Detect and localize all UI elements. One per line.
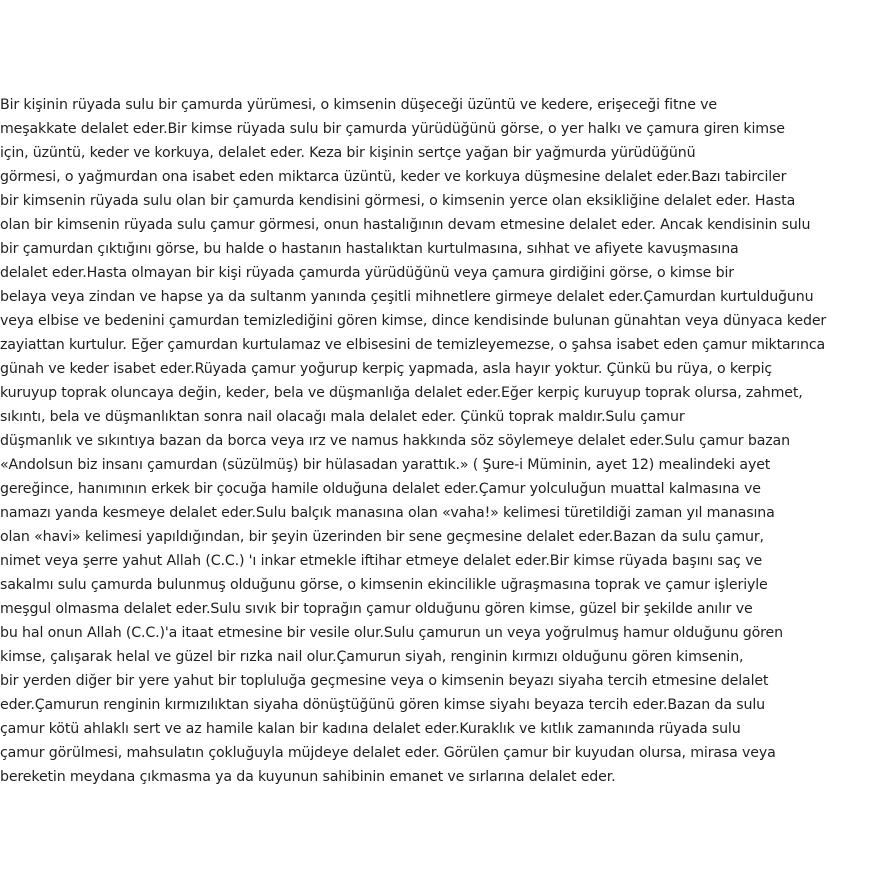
article-line: zayiattan kurtulur. Eğer çamurdan kurtulamaz ve elbisesini de temizleyemezse, o şahsa isabet eden çamur miktarınca: [0, 337, 826, 353]
article-line: kuruyup toprak oluncaya değin, keder, bela ve düşmanlığa delalet eder.Eğer kerpiç kuruyup toprak olursa, zahmet,: [0, 385, 803, 401]
article-line: belaya veya zindan ve hapse ya da sultanm yanında çeşitli mihnetlere girmeye delalet eder.Çamurdan kurtulduğunu: [0, 289, 814, 305]
article-line: günah ve keder isabet eder.Rüyada çamur yoğurup kerpiç yapmada, asla hayır yoktur. Çünkü bu rüya, o kerpiç: [0, 361, 773, 377]
article-line: bir kimsenin rüyada sulu olan bir çamurda kendisini görmesi, o kimsenin yerce olan eksikliğine delalet eder. Hasta: [0, 193, 796, 209]
article-line: bir yerden diğer bir yere yahut bir topluluğa geçmesine veya o kimsenin beyazı siyaha tercih etmesine delalet: [0, 673, 769, 689]
article-line: gereğince, hanımının erkek bir çocuğa hamile olduğuna delalet eder.Çamur yolculuğun muattal kalmasına ve: [0, 481, 761, 497]
article-line: eder.Çamurun renginin kırmızılıktan siyaha dönüştüğünü gören kimse siyahı beyaza tercih eder.Bazan da sulu: [0, 697, 765, 713]
article-line: görmesi, o yağmurdan ona isabet eden miktarca üzüntü, keder ve korkuya düşmesine delalet eder.Bazı tabirciler: [0, 169, 787, 185]
article-line: olan «havi» kelimesi yapıldığından, bir şeyin üzerinden bir sene geçmesine delalet eder.Bazan da sulu çamur,: [0, 529, 764, 545]
article-body: [0, 93, 880, 789]
article-line: için, üzüntü, keder ve korkuya, delalet eder. Keza bir kişinin sertçe yağan bir yağmurda yürüdüğünü: [0, 145, 696, 161]
article-line: «Andolsun biz insanı çamurdan (süzülmüş) bir hülasadan yarattık.» ( Şure-i Müminin, ayet 12) mealindeki ayet: [0, 457, 771, 473]
article-line: namazı yanda kesmeye delalet eder.Sulu balçık manasına olan «vaha!» kelimesi türetildiği zaman yıl manasına: [0, 505, 775, 521]
article-line: bu hal onun Allah (C.C.)'a itaat etmesine bir vesile olur.Sulu çamurun un veya yoğrulmuş hamur olduğunu gören: [0, 625, 783, 641]
article-line: çamur görülmesi, mahsulatın çokluğuyla müjdeye delalet eder. Görülen çamur bir kuyudan olursa, mirasa veya: [0, 745, 776, 761]
article-line: Bir kişinin rüyada sulu bir çamurda yürümesi, o kimsenin düşeceği üzüntü ve kedere, erişeceği fitne ve: [0, 97, 717, 113]
article-line: veya elbise ve bedenini çamurdan temizlediğini gören kimse, dince kendisinde bulunan günahtan veya dünyaca keder: [0, 313, 827, 329]
article-line: meşgul olmasma delalet eder.Sulu sıvık bir toprağın çamur olduğunu gören kimse, güzel bir şekilde anılır ve: [0, 601, 753, 617]
article-line: olan bir kimsenin rüyada sulu çamur görmesi, onun hastalığının devam etmesine delalet eder. Ancak kendisinin sulu: [0, 217, 811, 233]
article-line: kimse, çalışarak helal ve güzel bir rızka nail olur.Çamurun siyah, renginin kırmızı olduğunu gören kimsenin,: [0, 649, 744, 665]
article-line: sıkıntı, bela ve düşmanlıktan sonra nail olacağı mala delalet eder. Çünkü toprak maldır.Sulu çamur: [0, 409, 685, 425]
article-line: bereketin meydana çıkmasma ya da kuyunun sahibinin emanet ve sırlarına delalet eder.: [0, 769, 616, 785]
article-line: bir çamurdan çıktığını görse, bu halde o hastanın hastalıktan kurtulmasına, sıhhat ve afiyete kavuşmasına: [0, 241, 739, 257]
article-line: meşakkate delalet eder.Bir kimse rüyada sulu bir çamurda yürüdüğünü görse, o yer halkı ve çamura giren kimse: [0, 121, 785, 137]
article-line: düşmanlık ve sıkıntıya bazan da borca veya ırz ve namus hakkında söz söylemeye delalet eder.Sulu çamur bazan: [0, 433, 790, 449]
article-line: çamur kötü ahlaklı sert ve az hamile kalan bir kadına delalet eder.Kuraklık ve kıtlık zamanında rüyada sulu: [0, 721, 741, 737]
article-line: delalet eder.Hasta olmayan bir kişi rüyada çamurda yürüdüğünü veya çamura girdiğini görse, o kimse bir: [0, 265, 734, 281]
article-line: nimet veya şerre yahut Allah (C.C.) 'ı inkar etmekle iftihar etmeye delalet eder.Bir kimse rüyada başını saç ve: [0, 553, 763, 569]
article-line: sakalmı sulu çamurda bulunmuş olduğunu görse, o kimsenin ekincilikle uğraşmasına toprak ve çamur işleriyle: [0, 577, 768, 593]
